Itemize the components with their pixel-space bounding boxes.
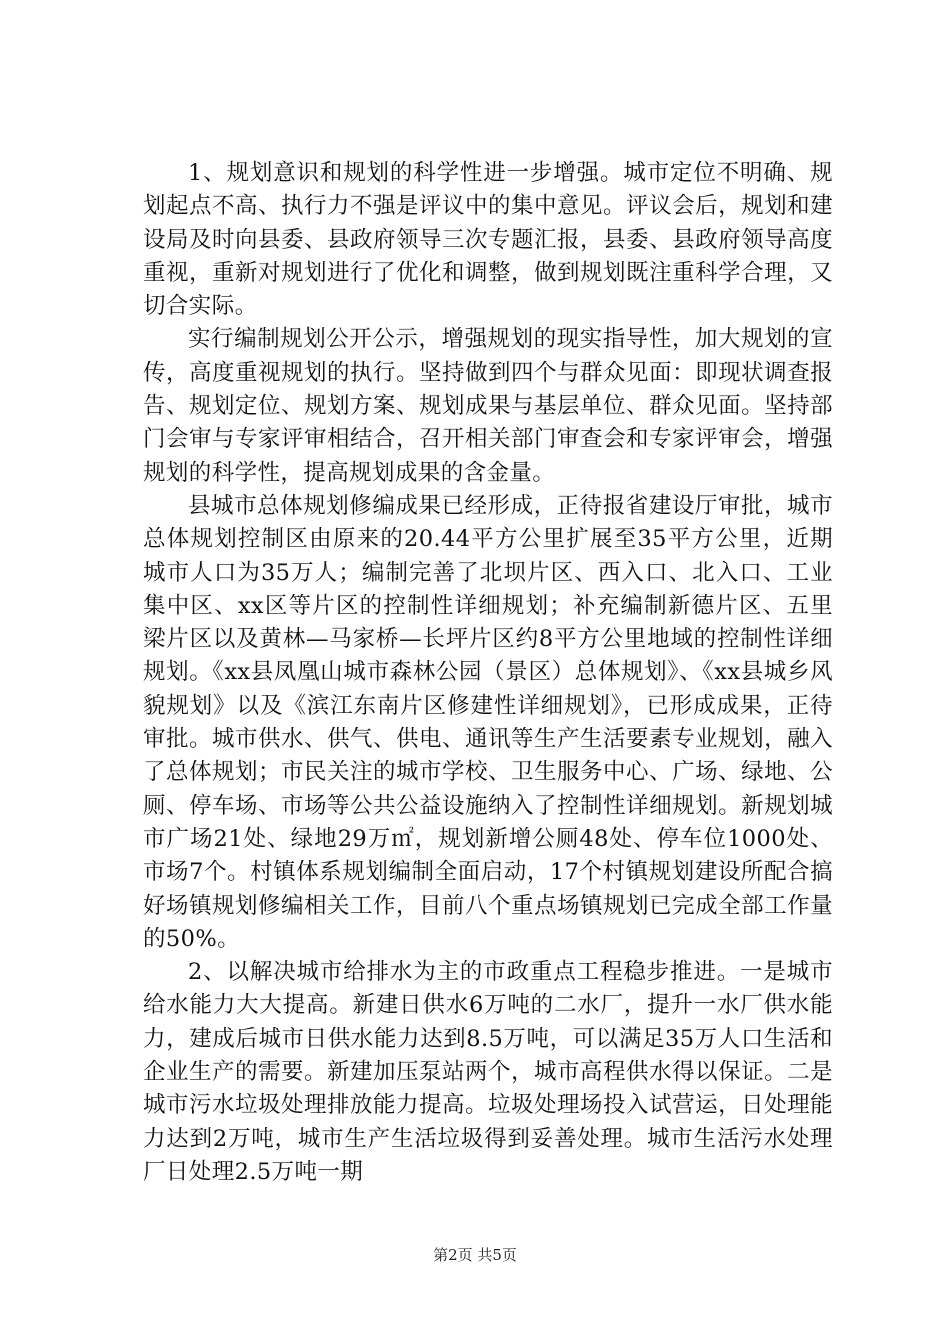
paragraph-public-disclosure: 实行编制规划公开公示，增强规划的现实指导性，加大规划的宣传，高度重视规划的执行。坚持做到四个与群众见面：即现状调查报告、规划定位、规划方案、规划成果与基层单位、群众见面。坚持部门会审与专家评审相结合，召开相关部门审查会和专家评审会，增强规划的科学性，提高规划成果的含金量。 [143, 326, 833, 486]
paragraph-master-plan: 县城市总体规划修编成果已经形成，正待报省建设厅审批，城市总体规划控制区由原来的20.44平方公里扩展至35平方公里，近期城市人口为35万人；编制完善了北坝片区、西入口、北入口、工业集中区、xx区等片区的控制性详细规划；补充编制新德片区、五里梁片区以及黄林—马家桥—长坪片区约8平方公里地域的控制性详细规划。《xx县凤凰山城市森林公园（景区）总体规划》、《xx县城乡风貌规划》以及《滨江东南片区修建性详细规划》，已形成成果，正待审批。城市供水、供气、供电、通讯等生产生活要素专业规划，融入了总体规划；市民关注的城市学校、卫生服务中心、广场、绿地、公厕、停车场、市场等公共公益设施纳入了控制性详细规划。新规划城市广场21处、绿地29万㎡，规划新增公厕48处、停车位1000处、市场7个。村镇体系规划编制全面启动，17个村镇规划建设所配合搞好场镇规划修编相关工作，目前八个重点场镇规划已完成全部工作量的50%。 [143, 492, 833, 952]
paragraph-planning-awareness: 1、规划意识和规划的科学性进一步增强。城市定位不明确、规划起点不高、执行力不强是评议中的集中意见。评议会后，规划和建设局及时向县委、县政府领导三次专题汇报，县委、县政府领导高度重视，重新对规划进行了优化和调整，做到规划既注重科学合理，又切合实际。 [143, 160, 833, 320]
paragraph-municipal-works: 2、以解决城市给排水为主的市政重点工程稳步推进。一是城市给水能力大大提高。新建日供水6万吨的二水厂，提升一水厂供水能力，建成后城市日供水能力达到8.5万吨，可以满足35万人口生活和企业生产的需要。新建加压泵站两个，城市高程供水得以保证。二是城市污水垃圾处理排放能力提高。垃圾处理场投入试营运，日处理能力达到2万吨，城市生产生活垃圾得到妥善处理。城市生活污水处理厂日处理2.5万吨一期 [143, 959, 833, 1185]
document-body [143, 157, 833, 1189]
page-number-footer: 第2页 共5页 [433, 1246, 517, 1264]
